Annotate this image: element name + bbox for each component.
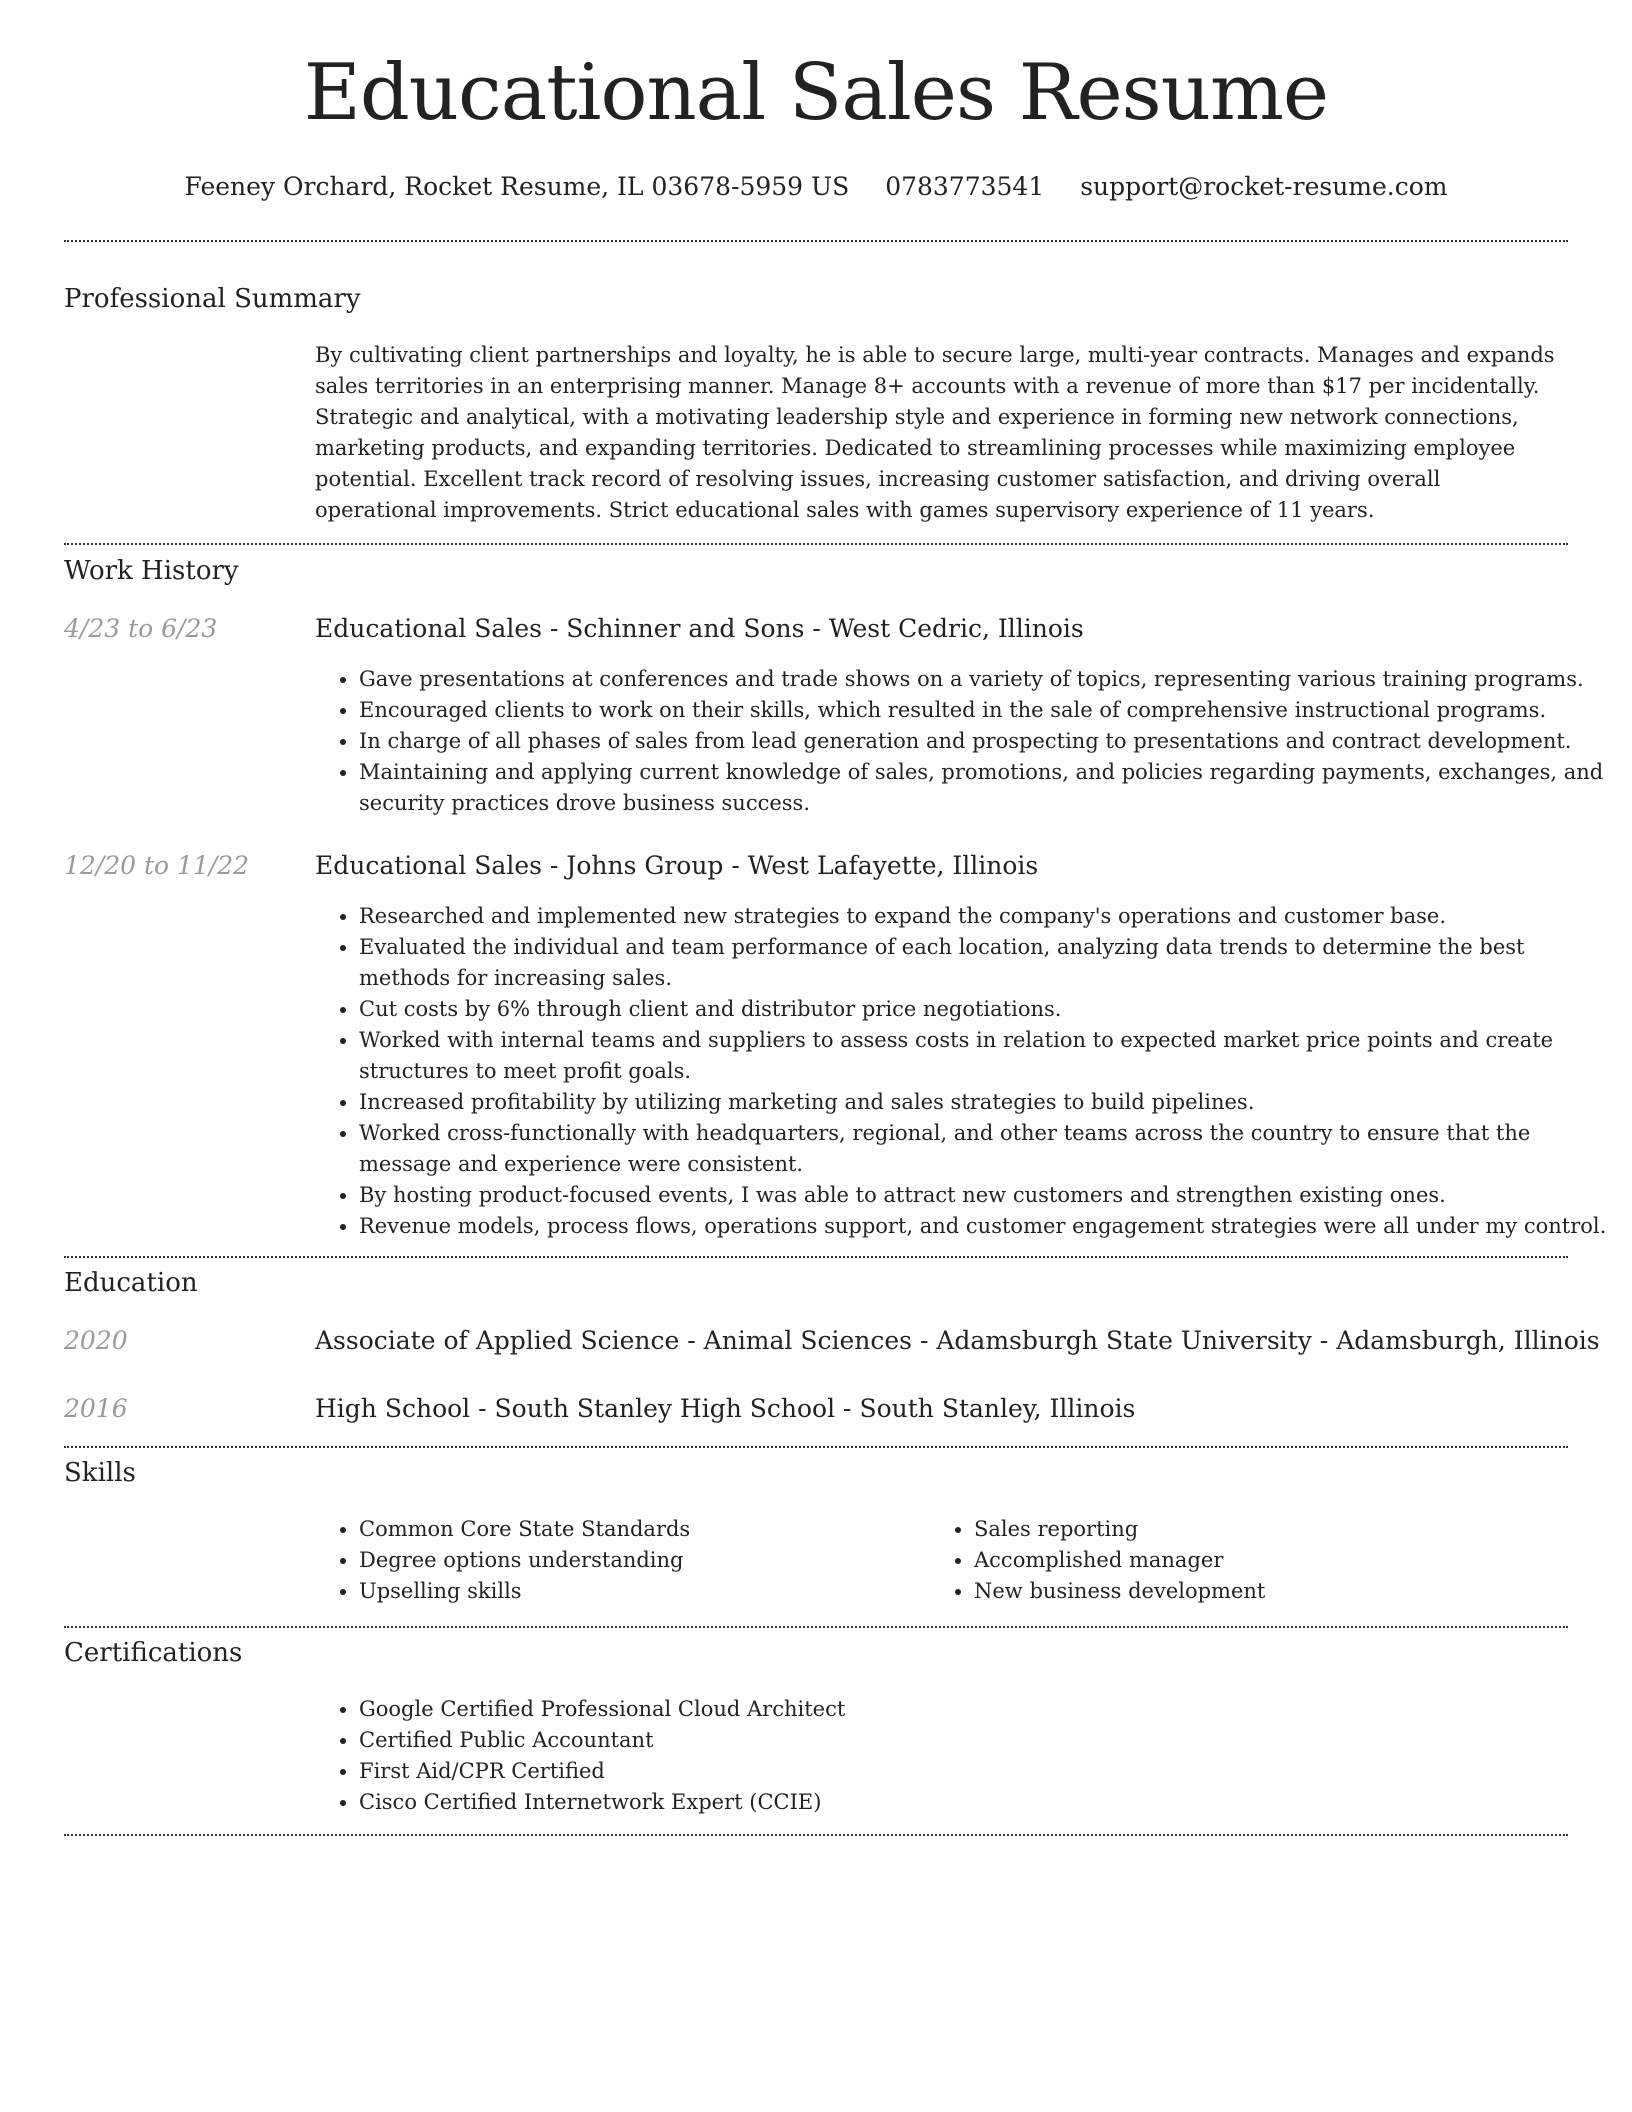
list-item: • Maintaining and applying current knowledge of sales, promotions, and policies regarding payments, exchanges, and security practices drove business success.: [359, 757, 1619, 819]
certifications-heading: Certifications: [64, 1638, 243, 1668]
work-heading: Work History: [64, 556, 239, 586]
list-item: • Common Core State Standards: [359, 1514, 919, 1545]
skills-heading: Skills: [64, 1458, 136, 1488]
list-item: • Upselling skills: [359, 1576, 919, 1607]
list-item: • Worked cross-functionally with headquarters, regional, and other teams across the country to ensure that the message and experience were consistent.: [359, 1118, 1619, 1180]
list-item: • Evaluated the individual and team performance of each location, analyzing data trends to determine the best methods for increasing sales.: [359, 932, 1619, 994]
job-bullets: [315, 901, 1619, 1242]
list-item: • Increased profitability by utilizing marketing and sales strategies to build pipelines.: [359, 1087, 1619, 1118]
summary-text: By cultivating client partnerships and loyalty, he is able to secure large, multi-year contracts. Manages and expands sales territories in an enterprising manner. Manage 8+ accounts with a revenue of more than $17 per incidentally. Strategic and analytical, with a motivating leadership style and experience in forming new network connections, marketing products, and expanding territories. Dedicated to streamlining processes while maximizing employee potential. Excellent track record of resolving issues, increasing customer satisfaction, and driving overall operational improvements. Strict educational sales with games supervisory experience of 11 years.: [315, 343, 1555, 522]
job-date: 4/23 to 6/23: [64, 614, 218, 643]
resume-title: Educational Sales Resume: [303, 48, 1329, 138]
list-item: • Degree options understanding: [359, 1545, 919, 1576]
list-item: • Worked with internal teams and suppliers to assess costs in relation to expected market price points and create structures to meet profit goals.: [359, 1025, 1619, 1087]
divider: [64, 1834, 1568, 1836]
job-bullets: [315, 664, 1619, 819]
list-item: • Researched and implemented new strategies to expand the company's operations and customer base.: [359, 901, 1619, 932]
education-date: 2016: [64, 1394, 128, 1423]
list-item: • By hosting product-focused events, I was able to attract new customers and strengthen existing ones.: [359, 1180, 1619, 1211]
job-title: Educational Sales - Johns Group - West Lafayette, Illinois: [315, 851, 1039, 880]
skills-list-left: [315, 1514, 919, 1607]
contact-email: support@rocket-resume.com: [1080, 172, 1448, 201]
list-item: • Certified Public Accountant: [359, 1725, 1619, 1756]
contact-phone: 0783773541: [885, 172, 1045, 201]
summary-heading: Professional Summary: [64, 284, 361, 314]
list-item: • Cut costs by 6% through client and distributor price negotiations.: [359, 994, 1619, 1025]
job-date: 12/20 to 11/22: [64, 851, 250, 880]
education-date: 2020: [64, 1326, 128, 1355]
divider: [64, 1256, 1568, 1258]
list-item: • In charge of all phases of sales from lead generation and prospecting to presentations and contract development.: [359, 726, 1619, 757]
list-item: • Cisco Certified Internetwork Expert (CCIE): [359, 1787, 1619, 1818]
education-title: Associate of Applied Science - Animal Sciences - Adamsburgh State University - Adamsburgh, Illinois: [315, 1326, 1600, 1355]
list-item: • Encouraged clients to work on their skills, which resulted in the sale of comprehensive instructional programs.: [359, 695, 1619, 726]
list-item: • Sales reporting: [974, 1514, 1594, 1545]
list-item: • Gave presentations at conferences and trade shows on a variety of topics, representing various training programs.: [359, 664, 1619, 695]
list-item: • First Aid/CPR Certified: [359, 1756, 1619, 1787]
contact-line: [0, 172, 1632, 201]
list-item: • Accomplished manager: [974, 1545, 1594, 1576]
certifications-list: [315, 1694, 1619, 1818]
list-item: • Google Certified Professional Cloud Architect: [359, 1694, 1619, 1725]
skills-list-right: [930, 1514, 1594, 1607]
contact-address: Feeney Orchard, Rocket Resume, IL 03678-5959 US: [184, 172, 850, 201]
divider: [64, 543, 1568, 545]
education-heading: Education: [64, 1268, 198, 1298]
divider: [64, 1626, 1568, 1628]
list-item: • Revenue models, process flows, operations support, and customer engagement strategies were all under my control.: [359, 1211, 1619, 1242]
list-item: • New business development: [974, 1576, 1594, 1607]
divider: [64, 1446, 1568, 1448]
job-title: Educational Sales - Schinner and Sons - West Cedric, Illinois: [315, 614, 1084, 643]
education-title: High School - South Stanley High School - South Stanley, Illinois: [315, 1394, 1136, 1423]
divider: [64, 240, 1568, 242]
